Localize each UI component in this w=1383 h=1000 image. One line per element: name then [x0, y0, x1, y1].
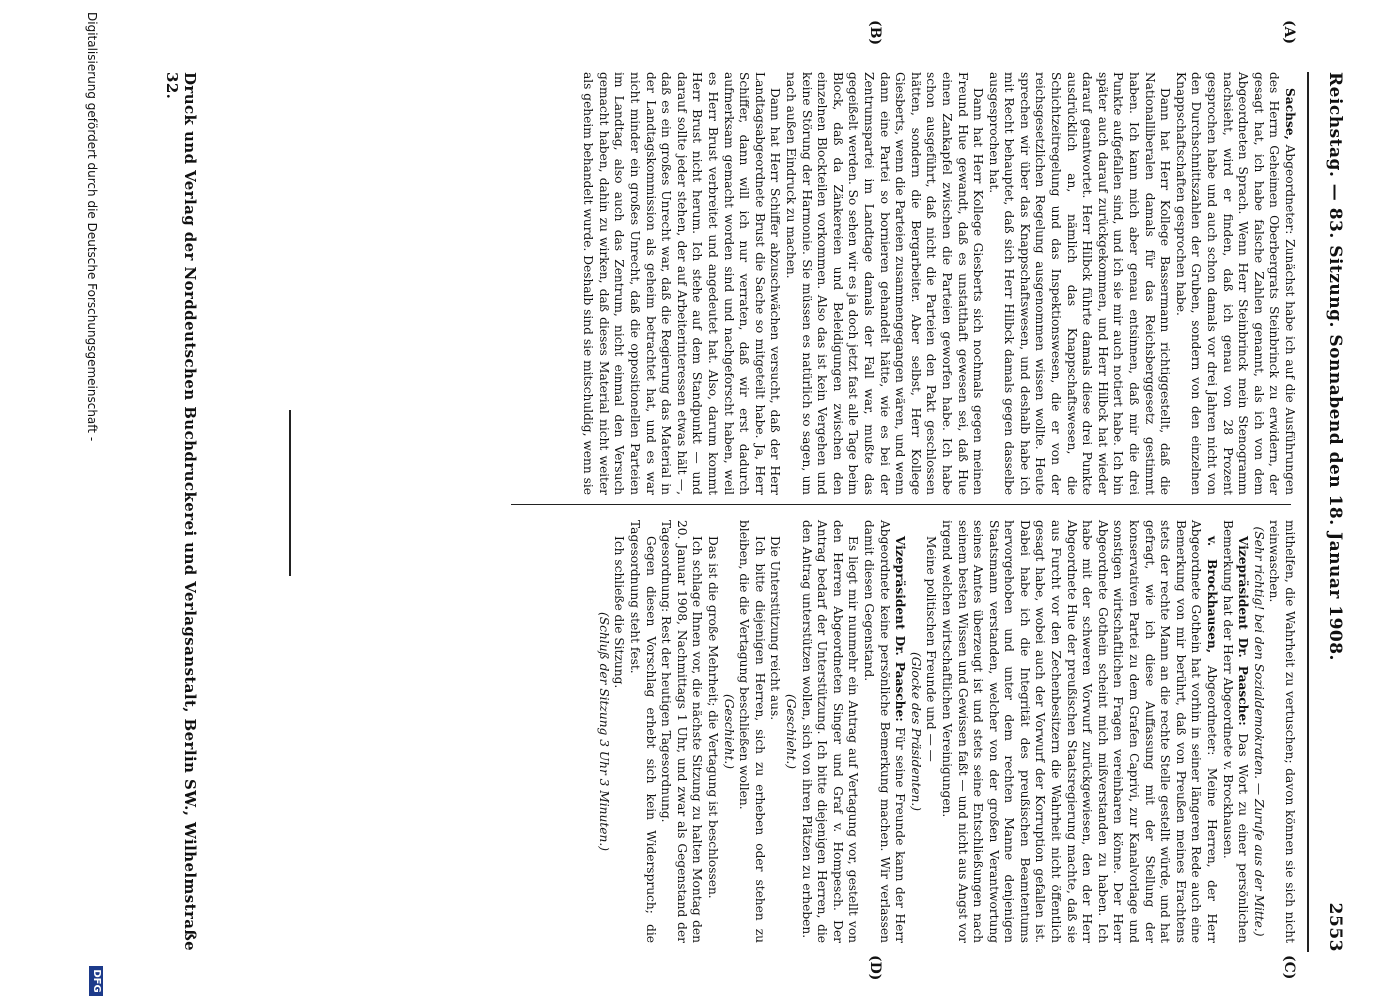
running-title: Reichstag. — 83. Sitzung. Sonnabend den 18. Januar 1908. [1325, 72, 1345, 661]
paragraph: Dann hat Herr Kollege Giesberts sich nochmals gegen meinen Freund Hue gewandt, daß es unstatthaft gewesen sei, daß Hue einen Zankapfel zwischen die Parteien geworfen habe. Ich habe schon ausgeführt, daß nicht die Parteien den Pakt geschlossen hätten, sondern die Bergarbeiter. Aber selbst, Herr Kollege Giesberts, wenn die Parteien zusammengegangen wären, und wenn dann eine Partei so bornieren gehandelt hätte, wie es bei der Zentrumspartei im Landtage damals der Fall war, mußte das gegeißelt werden. So sehen wir es ja doch jetzt fast alle Tage beim Block, daß da Zänkereien und Beleidigungen zwischen den einzelnen Blockteilen vorkommen. Also das ist kein Vergehen und keine Störung der Harmonie. Sie müssen es natürlich so sagen, um nach außen Eindruck zu machen. [784, 72, 986, 495]
paragraph: mithelfen, die Wahrheit zu vertuschen; davon können sie sich nicht reinwaschen. [1267, 520, 1297, 943]
header-rule [1307, 72, 1309, 952]
paragraph: Ich schließe die Sitzung. [612, 536, 627, 689]
closing-note: (Schluß der Sitzung 3 Uhr 3 Minuten.) [596, 612, 611, 851]
paragraph [1219, 520, 1250, 943]
paragraph: Das ist die große Mehrheit; die Vertagung ist beschlossen. [706, 536, 721, 899]
speaker-name: Vizepräsident Dr. Paasche: [893, 536, 908, 722]
paragraph: Meine politischen Freunde und — — [924, 536, 939, 762]
speaker-name: v. Brockhausen, [1205, 536, 1220, 654]
margin-mark-d: (D) [867, 955, 883, 981]
digitization-note: Digitalisierung gefördert durch die Deutsche Forschungsgemeinschaft - [85, 12, 99, 442]
paragraph [938, 520, 1219, 943]
reaction: (Geschieht.) [721, 693, 736, 770]
paragraph: Die Unterstützung reicht aus. [768, 536, 783, 721]
speaker-name: Sachse, [1283, 88, 1297, 140]
paragraph [860, 520, 907, 943]
margin-mark-a: (A) [1281, 20, 1297, 45]
margin-mark-b: (B) [867, 20, 883, 46]
paragraph-text: Abgeordneter: Zunächst habe ich auf die Ausführungen des Herrn Geheimen Oberbergrats Steinbrinck zu erwidern, der gesagt hat, ich habe falsche Zahlen genannt, als ich von dem Abgeordneten Sprach. Wenn Herr Steinbrinck mein Stenogramm nachsieht, wird er finden, daß ich genau von 28 Prozent gesprochen habe und auch schon damals vor drei Jahren nicht von den Durchschnittszahlen der Gruben, sondern von den einzelnen Knappschaftschaften gesprochen habe. [1173, 72, 1297, 495]
end-rule [289, 410, 291, 576]
reaction: (Glocke des Präsidenten.) [908, 651, 923, 812]
paragraph: Dann hat Herr Kollege Bassermann richtiggestellt, daß die Nationalliberalen damals für das Reichsberggesetz gestimmt haben. Ich kann mich aber genau entsinnen, daß mir die drei Punkte aufgefallen sind, und ich sie mir auch notiert habe. Ich bin später auch darauf zurückgekommen, und Herr Hilbck hat wieder darauf geantwortet. Herr Hilbck führte damals diese drei Punkte ausdrücklich an, nämlich das Knappschaftswesen, die Schichtzeitregelung und das Inspektionswesen, die er von der reichsgesetzlichen Regelung ausgenommen wissen wollte. Heute sprechen wir über das Knappschaftswesen, und deshalb habe ich mit Recht behauptet, daß sich Herr Hilbck damals gegen dasselbe ausgesprochen hat. [986, 72, 1173, 495]
paragraph: Gegen diesen Vorschlag erhebt sich kein Widerspruch; die Tagesordnung steht fest. [628, 520, 658, 943]
speaker-name: Vizepräsident Dr. Paasche: [1236, 536, 1251, 726]
left-column [580, 72, 1297, 495]
paragraph-text: Für seine Freunde kann der Herr Abgeordnete keine persönliche Bemerkung machen. Wir verlassen damit diesen Gegenstand. [861, 520, 908, 944]
paragraph-text: Das Wort zu einer persönlichen Bemerkung hat der Herr Abgeordnete v. Brockhausen. [1220, 520, 1251, 943]
reaction: (Geschieht.) [784, 693, 798, 770]
margin-mark-c: (C) [1281, 955, 1297, 980]
page-number: 2553 [1325, 902, 1345, 952]
paragraph: Ich schlage Ihnen vor, die nächste Sitzung zu halten Montag den 20. Januar 1908, Nachmittags 1 Uhr, und zwar als Gegenstand der Tagesordnung: Rest der heutigen Tagesordnung. [659, 520, 705, 943]
paragraph: Dann hat Herr Schiffer abzuschwächen versucht, daß der Herr Landtagsabgeordnete Brust die Sache so mitgeteilt habe. Ja, Herr Schiffer, dann will ich nur verraten, daß wir erst dadurch aufmerksam gemacht worden sind und nachgeforscht haben, weil es Herr Brust verbreitet und angedeutet hat. Also, darum kommt Herr Brust nicht herum. Ich stehe auf dem Standpunkt — und darauf sollte jeder stehen, der auf Arbeiterinteressen etwas hält —, daß es ein großes Unrecht war, daß die Regierung das Material in der Landtagskommission als geheim betrachtet hat, und es war nicht minder ein großes Unrecht, daß die oppositionellen Parteien im Landtag, also auch das Zentrum, nicht einmal den Versuch gemacht haben, dahin zu wirken, daß dieses Material nicht weiter als geheim behandelt wurde. Deshalb sind sie mitschuldig, wenn sie [581, 72, 783, 495]
dfg-logo: DFG [89, 966, 103, 996]
reaction: (Sehr richtig! bei den Sozialdemokraten. — Zurufe aus der Mitte.) [1251, 526, 1266, 937]
paragraph: Ich bitte diejenigen Herren, sich zu erheben oder stehen zu bleiben, die die Vertagung beschließen wollen. [737, 520, 767, 943]
printer-imprint: Druck und Verlag der Norddeutschen Buchdruckerei und Verlagsanstalt, Berlin SW., Wilhelmstraße 32. [163, 72, 199, 952]
page-header [1315, 72, 1345, 952]
right-column [595, 520, 1297, 943]
column-separator [511, 504, 1291, 505]
paragraph [1172, 72, 1297, 495]
paragraph: Es liegt mir nunmehr ein Antrag auf Vertagung vor, gestellt von den Herren Abgeordneten Singer und Graf v. Hompesch. Der Antrag bedarf der Unterstützung. Ich bitte diejenigen Herren, die den Antrag unterstützen wollen, sich von ihren Plätzen zu erheben. [799, 520, 861, 943]
digitization-footer [81, 0, 99, 1000]
paragraph-text: Abgeordneter: Meine Herren, der Herr Abgeordnete Gothein hat vorhin in seiner längeren Rede auch eine Bemerkung von mir berührt, daß von Preußen meines Erachtens stets der rechte Mann an die rechte Stelle gestellt würde, und hat gefragt, wie ich diese Auffassung mit der Stellung der konservativen Partei zu dem Grafen Caprivi, zur Kanalvorlage und sonstigen wirtschaftlichen Fragen vereinbaren könne. Der Herr Abgeordnete Gothein scheint mich mißverstanden zu haben. Ich habe mit der schweren Vorwurf zurückgewiesen, den der Herr Abgeordnete Hue der preußischen Staatsregierung machte, daß sie aus Furcht vor den Zechenbesitzern die Wahrheit nicht öffentlich gesagt habe, wobei auch der Vorwurf der Korruption gefallen ist. Dabei habe ich die Integrität des preußischen Beamtentums hervorgehoben und unter dem rechten Manne denjenigen Staatsmann verstanden, welcher von der großen Verantwortung seines Amtes überzeugt ist und stets seine Entschließungen nach seinem besten Wissen und Gewissen faßt — und nicht aus Angst vor irgend welchen wirtschaftlichen Vereinigungen. [939, 520, 1220, 943]
